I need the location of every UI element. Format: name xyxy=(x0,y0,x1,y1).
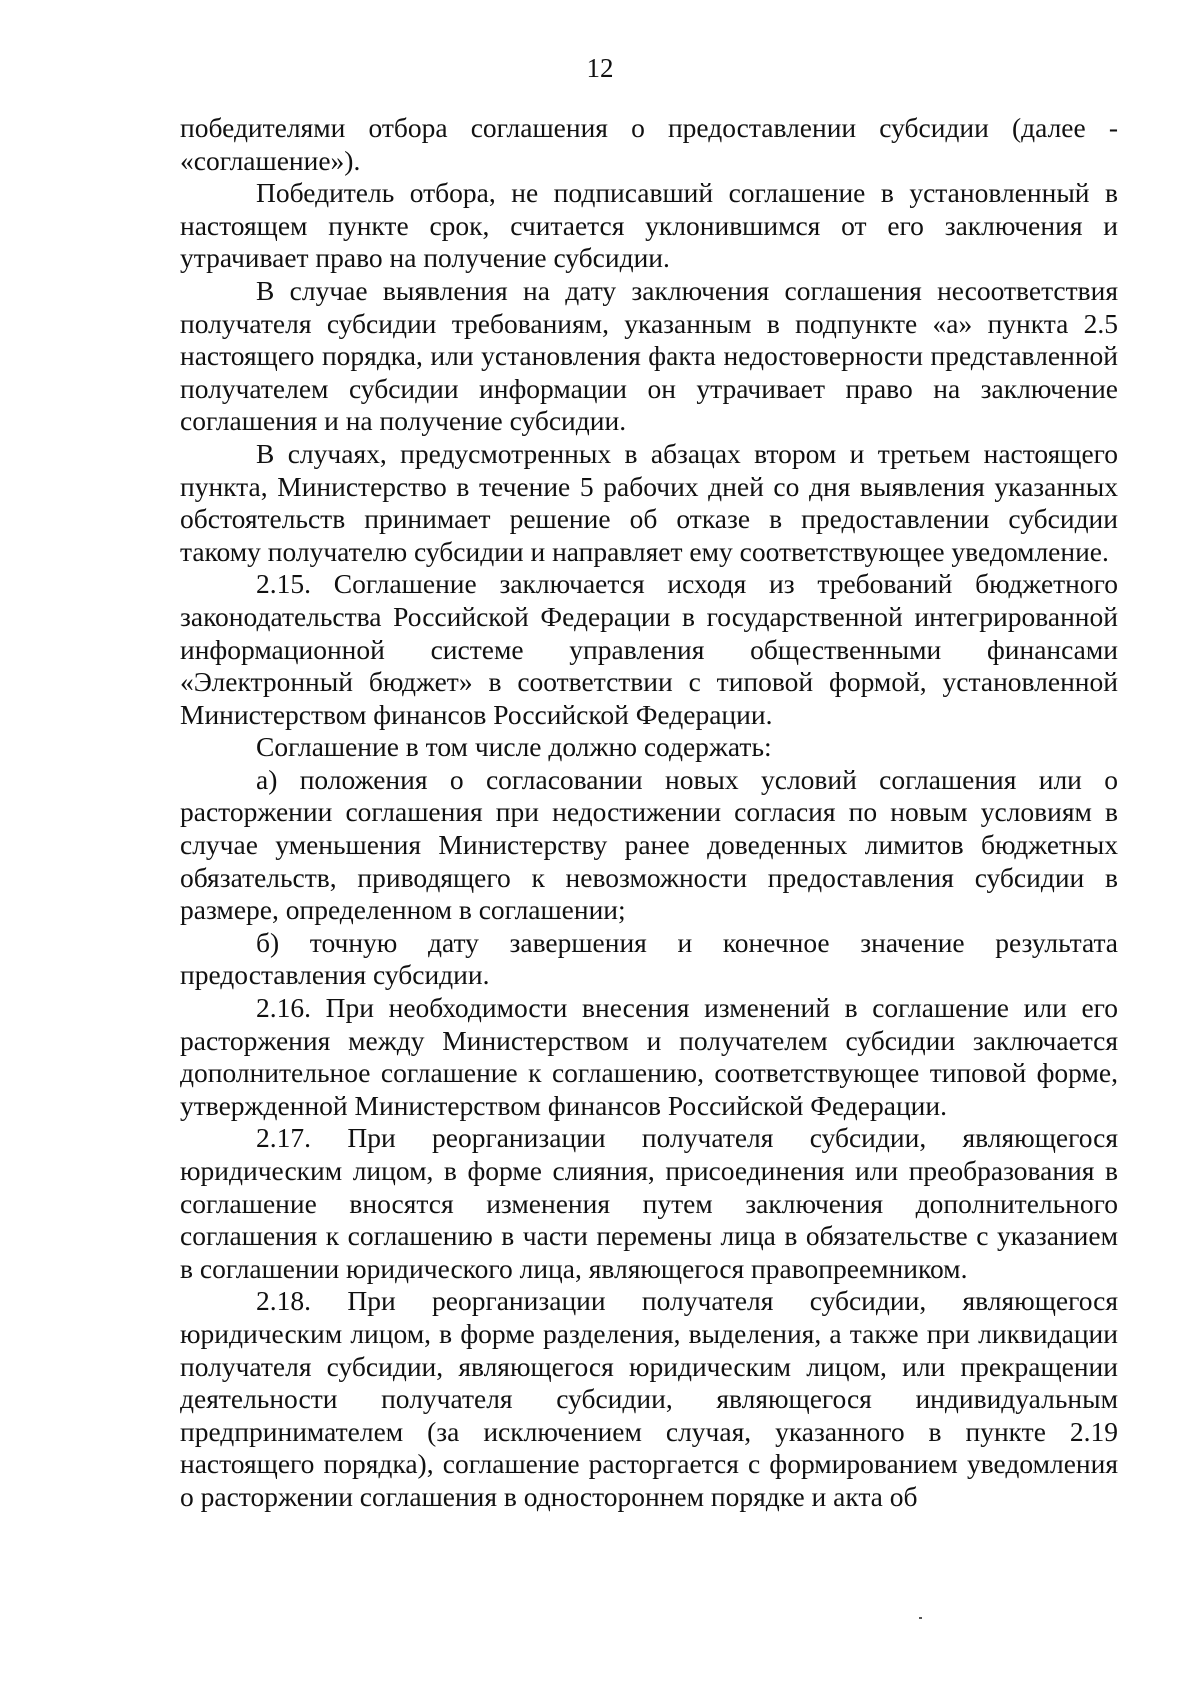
paragraph-2-15: 2.15. Соглашение заключается исходя из требований бюджетного законодательства Российской Федерации в государственной интегрированной информационной системе управления общественными финансами «Электронный бюджет» в соответствии с типовой формой, установленной Министерством финансов Российской Федерации. xyxy=(180,568,1118,730)
document-body xyxy=(180,112,1118,1514)
paragraph-2-18: 2.18. При реорганизации получателя субсидии, являющегося юридическим лицом, в форме разделения, выделения, а также при ликвидации получателя субсидии, являющегося юридическим лицом, или прекращении деятельности получателя субсидии, являющегося индивидуальным предпринимателем (за исключением случая, указанного в пункте 2.19 настоящего порядка), соглашение расторгается с формированием уведомления о расторжении соглашения в одностороннем порядке и акта об xyxy=(180,1285,1118,1512)
paragraph-continuation: победителями отбора соглашения о предоставлении субсидии (далее - «соглашение»). xyxy=(180,112,1118,176)
list-item-b: б) точную дату завершения и конечное значение результата предоставления субсидии. xyxy=(180,926,1118,991)
paragraph-2-16: 2.16. При необходимости внесения изменений в соглашение или его расторжения между Министерством и получателем субсидии заключается дополнительное соглашение к соглашению, соответствующее типовой форме, утвержденной Министерством финансов Российской Федерации. xyxy=(180,992,1118,1121)
scan-speck xyxy=(919,1617,922,1619)
paragraph-agreement-contents: Соглашение в том числе должно содержать: xyxy=(256,731,772,763)
paragraph-nonconformity: В случае выявления на дату заключения соглашения несоответствия получателя субсидии требованиям, указанным в подпункте «а» пункта 2.5 настоящего порядка, или установления факта недостоверности представленной получателем субсидии информации он утрачивает право на заключение соглашения и на получение субсидии. xyxy=(180,274,1118,437)
paragraph-refusal-decision: В случаях, предусмотренных в абзацах втором и третьем настоящего пункта, Министерство в течение 5 рабочих дней со дня выявления указанных обстоятельств принимает решение об отказе в предоставлении субсидии такому получателю субсидии и направляет ему соответствующее уведомление. xyxy=(180,437,1118,567)
list-item-a: а) положения о согласовании новых условий соглашения или о расторжении соглашения при недостижении согласия по новым условиям в случае уменьшения Министерству ранее доведенных лимитов бюджетных обязательств, приводящего к невозможности предоставления субсидии в размере, определенном в соглашении; xyxy=(180,763,1118,926)
paragraph-2-17: 2.17. При реорганизации получателя субсидии, являющегося юридическим лицом, в форме слияния, присоединения или преобразования в соглашение вносятся изменения путем заключения дополнительного соглашения к соглашению в части перемены лица в обязательстве с указанием в соглашении юридического лица, являющегося правопреемником. xyxy=(180,1122,1118,1284)
page-number: 12 xyxy=(586,53,614,83)
paragraph-winner-evasion: Победитель отбора, не подписавший соглашение в установленный в настоящем пункте срок, считается уклонившимся от его заключения и утрачивает право на получение субсидии. xyxy=(180,177,1118,274)
